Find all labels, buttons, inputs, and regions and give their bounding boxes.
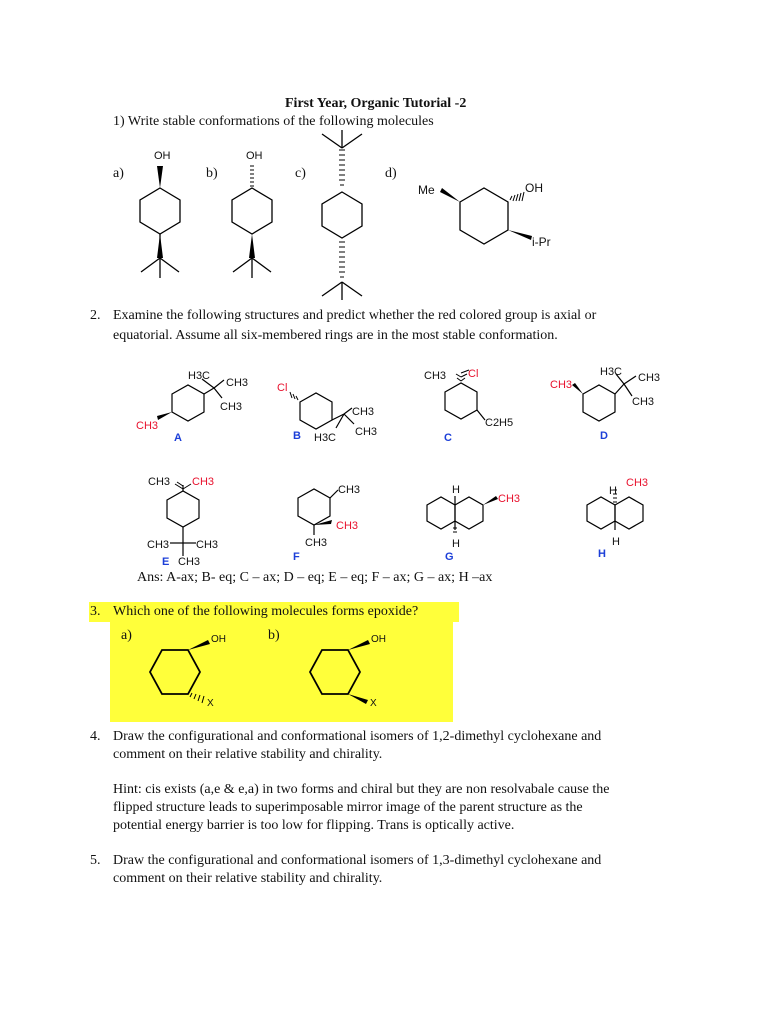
q5-number: 5. [90, 853, 101, 868]
q3-b-oh: OH [371, 634, 386, 645]
q2-f-ch3-1: CH3 [338, 484, 361, 496]
q2-h-red-ch3: CH3 [626, 477, 649, 489]
q2-b-label: B [293, 430, 301, 442]
q3-a-x: X [207, 698, 214, 709]
q2-a-ch3-2: CH3 [220, 401, 243, 413]
q2-c-label: C [444, 432, 452, 444]
q2-a-red-ch3: CH3 [136, 420, 159, 432]
q4-number: 4. [90, 729, 101, 744]
q3-text: Which one of the following molecules forms epoxide? [113, 604, 419, 619]
q3-number: 3. [90, 604, 101, 619]
q4-hint-2: flipped structure leads to superimposable mirror image of the parent structure as the [113, 800, 583, 815]
q2-g-label: G [445, 551, 454, 563]
q1-b-oh: OH [246, 150, 263, 162]
q1-a-oh: OH [154, 150, 171, 162]
q2-b-ch3-2: CH3 [355, 426, 378, 438]
q5-line-2: comment on their relative stability and chirality. [113, 871, 383, 886]
q2-c-c2h5: C2H5 [485, 417, 514, 429]
q2-a-h3c: H3C [188, 370, 211, 382]
q2-a-label: A [174, 432, 182, 444]
q2-b-red-cl: Cl [277, 382, 288, 394]
q3-a-oh: OH [211, 634, 226, 645]
q4-hint-1: Hint: cis exists (a,e & e,a) in two forms and chiral but they are non resolvabale cause the [113, 782, 610, 797]
q2-f-label: F [293, 551, 300, 563]
q2-d-h3c: H3C [600, 366, 623, 378]
q3-b-x: X [370, 698, 377, 709]
q1-d-me: Me [418, 183, 435, 197]
q2-h-label: H [598, 548, 606, 560]
q4-hint-3: potential energy barrier is too low for flipping. Trans is optically active. [113, 818, 515, 833]
q2-e-ch3-1: CH3 [148, 476, 171, 488]
q2-e-ch3-2: CH3 [147, 539, 170, 551]
q2-f-red-ch3: CH3 [336, 520, 359, 532]
q2-d-red-ch3: CH3 [550, 379, 573, 391]
q2-d-ch3-2: CH3 [632, 396, 655, 408]
q2-line-1: Examine the following structures and predict whether the red colored group is axial or [113, 308, 597, 323]
q1-label-a: a) [113, 166, 124, 181]
q2-g-red-ch3: CH3 [498, 493, 521, 505]
q1-d-oh: OH [525, 181, 543, 195]
q2-answer: Ans: A-ax; B- eq; C – ax; D – eq; E – eq; F – ax; G – ax; H –ax [137, 570, 493, 585]
q2-b-ch3-1: CH3 [352, 406, 375, 418]
q2-e-ch3-4: CH3 [178, 556, 201, 568]
q1-d-ipr: i-Pr [532, 235, 551, 249]
q1-label-c: c) [295, 166, 306, 181]
q2-a-ch3-1: CH3 [226, 377, 249, 389]
q2-h-h-top: H [609, 485, 617, 497]
q2-d-label: D [600, 430, 608, 442]
q4-line-1: Draw the configurational and conformational isomers of 1,2-dimethyl cyclohexane and [113, 729, 602, 744]
question-1-text: 1) Write stable conformations of the following molecules [113, 114, 434, 129]
q1-label-b: b) [206, 166, 218, 181]
q2-c-ch3: CH3 [424, 370, 447, 382]
q2-g-h-top: H [452, 484, 460, 496]
q4-line-2: comment on their relative stability and chirality. [113, 747, 383, 762]
q1-label-d: d) [385, 166, 397, 181]
q2-e-red-ch3: CH3 [192, 476, 215, 488]
q2-g-h-bottom: H [452, 538, 460, 550]
q3-label-a: a) [121, 628, 132, 643]
q2-e-label: E [162, 556, 170, 568]
q2-h-h-bottom: H [612, 536, 620, 548]
q5-line-1: Draw the configurational and conformational isomers of 1,3-dimethyl cyclohexane and [113, 853, 602, 868]
q2-b-h3c: H3C [314, 432, 337, 444]
q2-d-ch3-1: CH3 [638, 372, 661, 384]
q2-line-2: equatorial. Assume all six-membered rings are in the most stable conformation. [113, 328, 558, 343]
q2-e-ch3-3: CH3 [196, 539, 219, 551]
q3-label-b: b) [268, 628, 280, 643]
page-title: First Year, Organic Tutorial -2 [285, 96, 467, 111]
q2-number: 2. [90, 308, 101, 323]
q2-f-ch3-2: CH3 [305, 537, 328, 549]
q2-c-red-cl: Cl [468, 368, 479, 380]
